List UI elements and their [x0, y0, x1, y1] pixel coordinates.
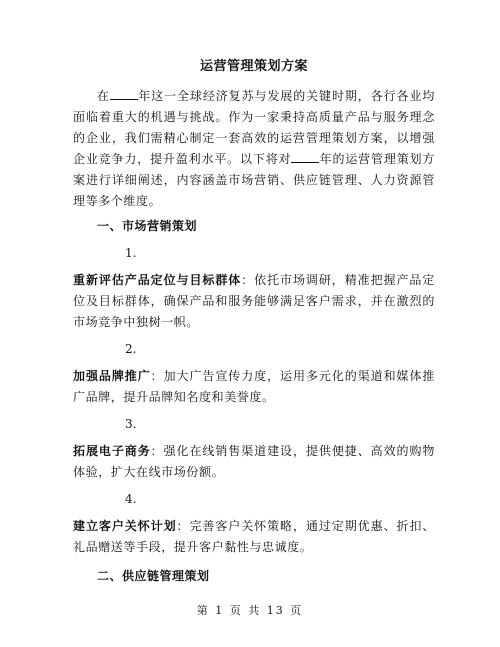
item-label: 建立客户关怀计划 [73, 519, 177, 533]
list-item [73, 516, 435, 558]
item-text: ：强化在线销售渠道建设，提供便捷、高效的购物体验，扩大在线市场份额。 [73, 444, 436, 479]
page-footer: 第 1 页 共 13 页 [196, 604, 304, 617]
intro-text-1: 在 [97, 89, 110, 103]
item-label: 拓展电子商务 [73, 444, 151, 458]
document-title: 运营管理策划方案 [199, 59, 308, 74]
list-item [73, 366, 435, 408]
item-text: ：加大广告宣传力度，运用多元化的渠道和媒体推广品牌，提升品牌知名度和美誉度。 [73, 369, 436, 404]
list-item [73, 270, 435, 333]
year-blank-1 [110, 88, 138, 100]
item-text: ：完善客户关怀策略，通过定期优惠、折扣、礼品赠送等手段，提升客户黏性与忠诚度。 [73, 519, 435, 554]
section-heading-marketing: 一、市场营销策划 [97, 219, 198, 233]
intro-paragraph [73, 86, 435, 212]
section-heading-supply-chain: 二、供应链管理策划 [97, 569, 210, 583]
item-label: 重新评估产品定位与目标群体 [73, 273, 242, 287]
item-number: 3. [125, 417, 137, 431]
item-number: 4. [125, 492, 137, 506]
intro-text-3: 年的运营管理策划方案进行详细阐述，内容涵盖市场营销、供应链管理、人力资源管理等多个维度。 [73, 152, 436, 208]
year-blank-2 [291, 151, 319, 163]
item-text: ：依托市场调研，精准把握产品定位及目标群体，确保产品和服务能够满足客户需求，并在激烈的市场竞争中独树一帜。 [73, 273, 435, 329]
item-number: 1. [125, 246, 137, 260]
document-page [73, 58, 435, 591]
item-label: 加强品牌推广 [73, 369, 151, 383]
intro-text-2: 年这一全球经济复苏与发展的关键时期，各行各业均面临着重大的机遇与挑战。作为一家秉持高质量产品与服务理念的企业，我们需精心制定一套高效的运营管理策划方案，以增强企业竞争力，提升盈利水平。以下将对 [73, 89, 435, 166]
list-item [73, 441, 435, 483]
item-number: 2. [125, 342, 137, 356]
